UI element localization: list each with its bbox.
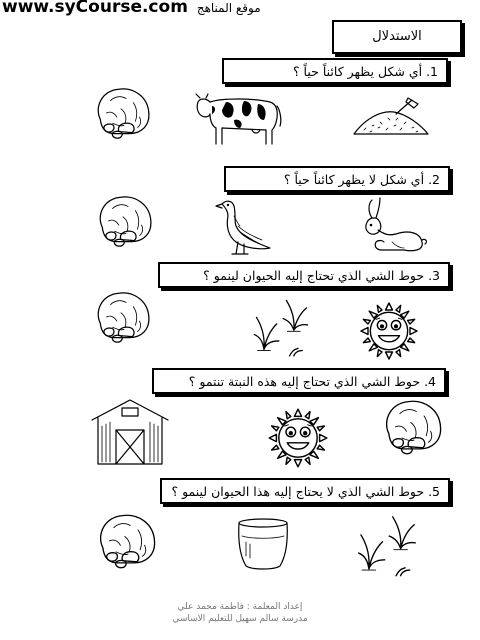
cow-icon[interactable] xyxy=(192,88,288,148)
rock-icon[interactable] xyxy=(94,512,160,572)
question-5-text: حوط الشي الذي لا يحتاج إليه هذا الحيوان لينمو ؟ xyxy=(171,483,425,499)
question-2 xyxy=(224,166,450,192)
footer xyxy=(120,601,360,625)
worksheet-title: الاستدلال xyxy=(332,20,462,54)
question-4 xyxy=(152,368,446,394)
question-3-number: 3. xyxy=(428,267,440,283)
rock-icon[interactable] xyxy=(380,398,446,458)
question-1-text: أي شكل يظهر كائناً حياً ؟ xyxy=(292,63,423,79)
site-watermark xyxy=(2,0,261,17)
question-5-number: 5. xyxy=(428,483,440,499)
question-5 xyxy=(160,478,450,504)
water-glass-icon[interactable] xyxy=(232,516,294,572)
rock-icon[interactable] xyxy=(94,194,156,250)
site-name: موقع المناهج xyxy=(196,1,261,15)
rabbit-icon[interactable] xyxy=(358,196,430,254)
rock-icon[interactable] xyxy=(92,86,154,142)
bird-icon[interactable] xyxy=(214,196,280,256)
teacher-credit: إعداد المعلمة : فاطمة محمد علي xyxy=(177,602,303,612)
question-1 xyxy=(222,58,448,84)
question-4-number: 4. xyxy=(424,373,436,389)
question-2-text: أي شكل لا يظهر كائناً حياً ؟ xyxy=(283,171,425,187)
question-3 xyxy=(158,262,450,288)
question-1-number: 1. xyxy=(426,63,438,79)
question-4-text: حوط الشي الذي تحتاج إليه هذه النبتة تنتمو ؟ xyxy=(188,373,421,389)
grass-icon[interactable] xyxy=(352,510,422,578)
grass-icon[interactable] xyxy=(248,294,314,358)
trowel-soil-icon[interactable] xyxy=(350,94,432,140)
shed-icon[interactable] xyxy=(88,396,172,468)
rock-icon[interactable] xyxy=(92,290,154,346)
sun-icon[interactable] xyxy=(262,402,334,474)
school-name: مدرسة سالم سهيل للتعليم الاساسي xyxy=(172,614,308,624)
question-2-number: 2. xyxy=(428,171,440,187)
site-url: www.syCourse.com xyxy=(2,0,188,17)
question-3-text: حوط الشي الذي تحتاج إليه الحيوان لينمو ؟ xyxy=(203,267,425,283)
sun-icon[interactable] xyxy=(354,296,424,366)
